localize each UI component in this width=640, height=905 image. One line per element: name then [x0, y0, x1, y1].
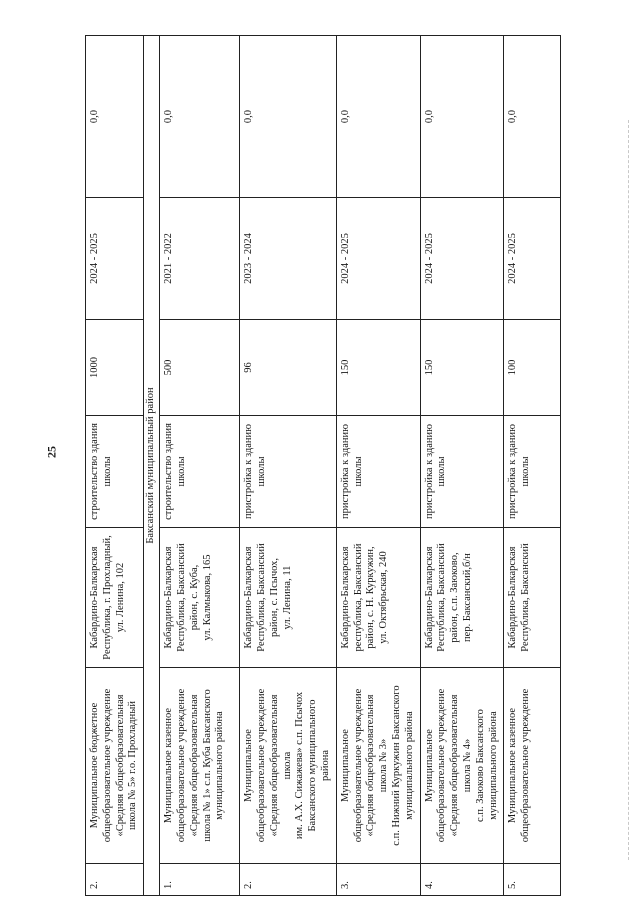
period: 2024 - 2025 — [336, 198, 420, 320]
table-row — [336, 36, 420, 896]
table-row — [420, 36, 504, 896]
row-number: 2. — [86, 864, 144, 896]
work-type: строительство здания школы — [86, 416, 144, 528]
scan-edge-marks — [628, 120, 630, 860]
institution-name: Муниципальное общеобразовательное учреждение «Средняя общеобразовательная школа № 4» с.п. Заюково Баксанского муниципального района — [420, 668, 504, 864]
institution-address: Кабардино-Балкарская Республика, Баксанский район, с. Куба, ул. Калмыкова, 165 — [160, 528, 240, 668]
funding: 0,0 — [420, 36, 504, 198]
capacity: 150 — [420, 320, 504, 416]
work-type: пристройка к зданию школы — [240, 416, 337, 528]
period: 2021 - 2022 — [160, 198, 240, 320]
capacity: 96 — [240, 320, 337, 416]
funding: 0,0 — [336, 36, 420, 198]
capacity: 150 — [336, 320, 420, 416]
row-number: 5. — [504, 864, 561, 896]
rotated-table-wrapper — [85, 36, 551, 896]
table-row — [160, 36, 240, 896]
capacity: 500 — [160, 320, 240, 416]
capacity: 1000 — [86, 320, 144, 416]
row-number: 2. — [240, 864, 337, 896]
funding: 0,0 — [504, 36, 561, 198]
capacity: 100 — [504, 320, 561, 416]
work-type: пристройка к зданию школы — [420, 416, 504, 528]
section-title: Баксанский муниципальный район — [144, 36, 160, 896]
section-row — [144, 36, 160, 896]
period: 2023 - 2024 — [240, 198, 337, 320]
row-number: 1. — [160, 864, 240, 896]
funding: 0,0 — [160, 36, 240, 198]
institution-name: Муниципальное казенное общеобразовательное учреждение «Средняя общеобразовательная школа № 1» с.п. Куба Баксанского муниципального района — [160, 668, 240, 864]
table-row — [504, 36, 561, 896]
page-number: 25 — [44, 446, 59, 458]
work-type: строительство здания школы — [160, 416, 240, 528]
institution-name: Муниципальное казенное общеобразовательное учреждение — [504, 668, 561, 864]
institution-name: Муниципальное общеобразовательное учреждение «Средняя общеобразовательная школа № 3» с.п. Нижний Куркужин Баксанского муниципального района — [336, 668, 420, 864]
table-row — [240, 36, 337, 896]
funding: 0,0 — [240, 36, 337, 198]
institution-name: Муниципальное бюджетное общеобразовательное учреждение «Средняя общеобразовательная школа № 5» г.о. Прохладный — [86, 668, 144, 864]
row-number: 3. — [336, 864, 420, 896]
institution-address: Кабардино-Балкарская Республика, Баксанский район, с. Псычох, ул. Ленина, 11 — [240, 528, 337, 668]
institution-address: Кабардино-Балкарская Республика, Баксанский район, с.п. Заюково, пер. Баксанский,б/н — [420, 528, 504, 668]
period: 2024 - 2025 — [504, 198, 561, 320]
institution-address: Кабардино-Балкарская Республика, г. Прохладный, ул. Ленина, 102 — [86, 528, 144, 668]
institution-address: Кабардино-Балкарская республика, Баксанский район, с. Н. Куркужин, ул. Октябрьская, 240 — [336, 528, 420, 668]
table-row — [86, 36, 144, 896]
row-number: 4. — [420, 864, 504, 896]
funding: 0,0 — [86, 36, 144, 198]
period: 2024 - 2025 — [86, 198, 144, 320]
institution-address: Кабардино-Балкарская Республика, Баксанский — [504, 528, 561, 668]
schools-table — [85, 35, 561, 896]
period: 2024 - 2025 — [420, 198, 504, 320]
work-type: пристройка к зданию школы — [504, 416, 561, 528]
work-type: пристройка к зданию школы — [336, 416, 420, 528]
institution-name: Муниципальное общеобразовательное учреждение «Средняя общеобразовательная школа им. А.Х. Сижажева» с.п. Псычох Баксанского муниципального района — [240, 668, 337, 864]
